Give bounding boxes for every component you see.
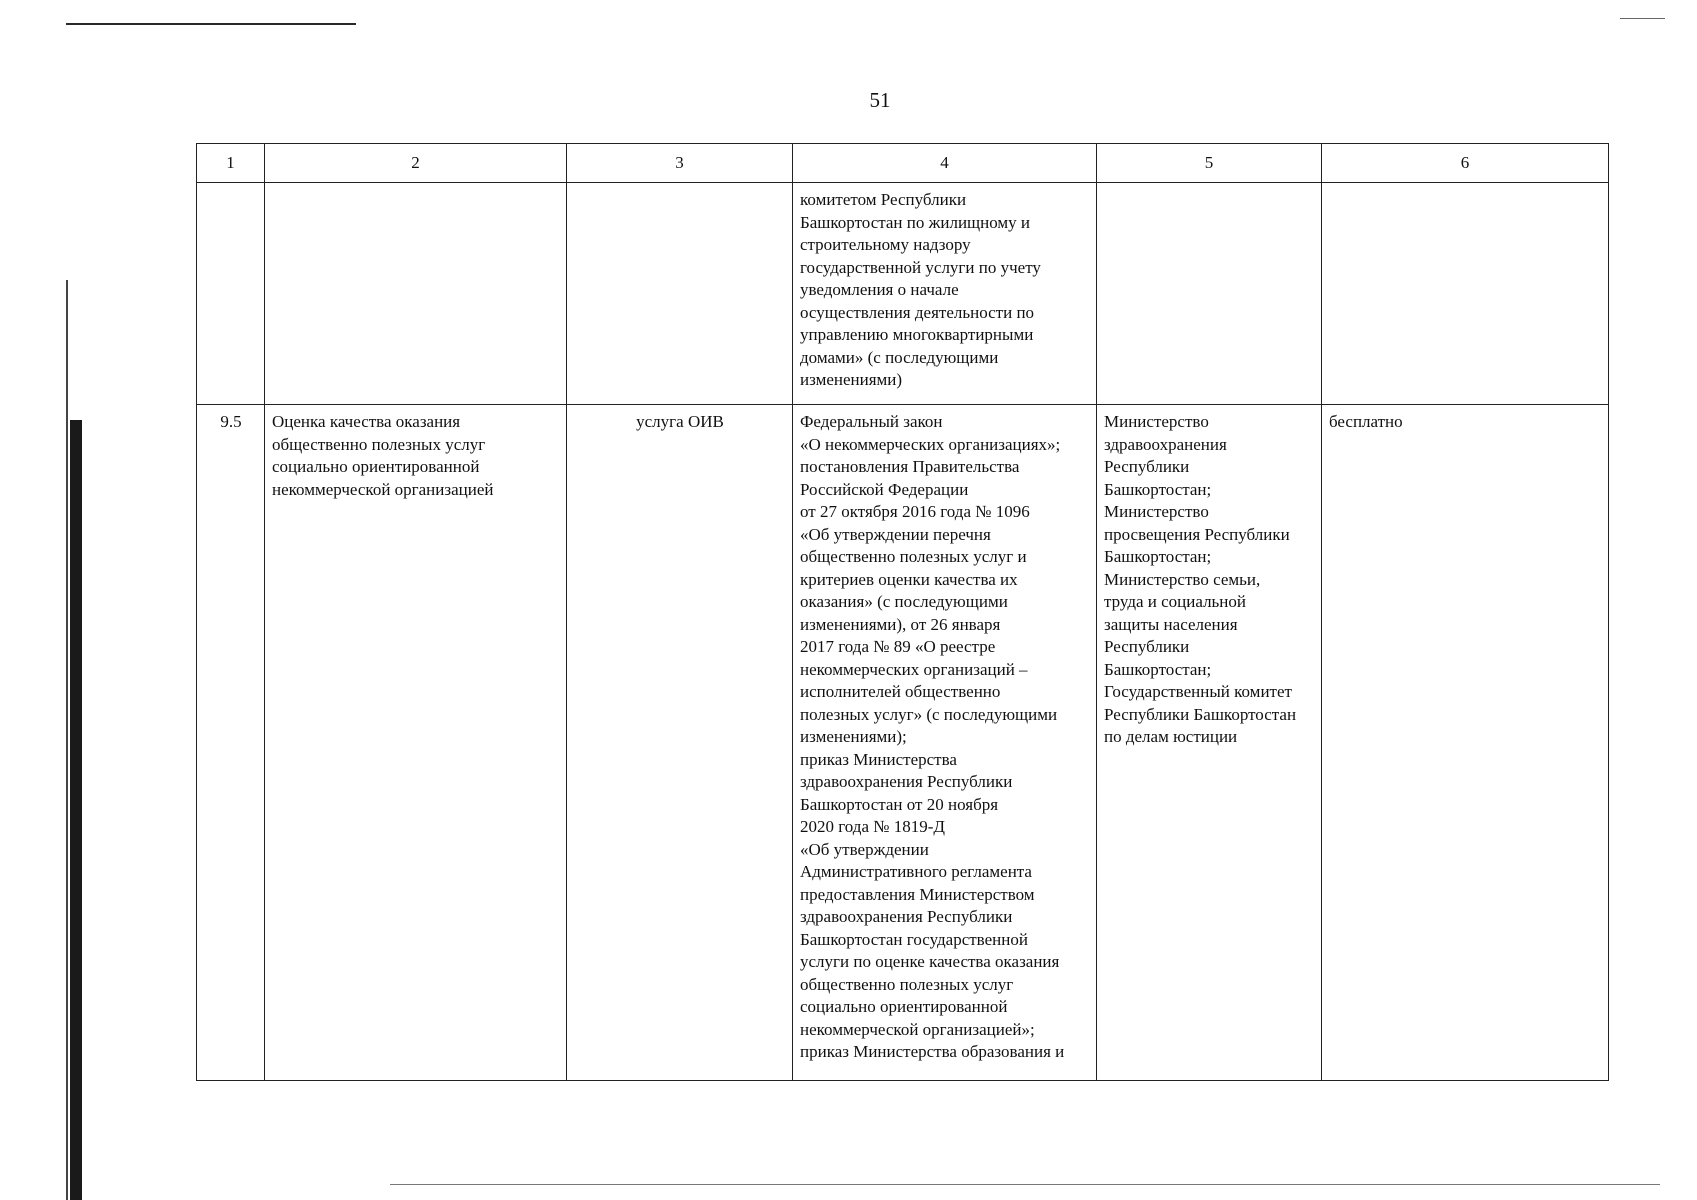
header-cell-5: 5 [1097, 144, 1322, 183]
header-cell-4: 4 [793, 144, 1097, 183]
left-margin-bar [70, 420, 82, 1200]
service-name-cell: Оценка качества оказания общественно полезных услуг социально ориентированной некоммерческой организацией [265, 405, 567, 1081]
cont-cell-name [265, 183, 567, 405]
row-number-cell: 9.5 [197, 405, 265, 1081]
authority-cell: Министерство здравоохранения Республики Башкортостан; Министерство просвещения Республики Башкортостан; Министерство семьи, труда и социальной защиты населения Республики Башкортостан; Государственный комитет Республики Башкортостан по делам юстиции [1097, 405, 1322, 1081]
table-row-continuation [197, 183, 1609, 405]
legal-basis-cell: Федеральный закон «О некоммерческих организациях»; постановления Правительства Российской Федерации от 27 октября 2016 года № 1096 «Об утверждении перечня общественно полезных услуг и критериев оценки качества их оказания» (с последующими изменениями), от 26 января 2017 года № 89 «О реестре некоммерческих организаций – исполнителей общественно полезных услуг» (с последующими изменениями); приказ Министерства здравоохранения Республики Башкортостан от 20 ноября 2020 года № 1819-Д «Об утверждении Административного регламента предоставления Министерством здравоохранения Республики Башкортостан государственной услуги по оценке качества оказания общественно полезных услуг социально ориентированной некоммерческой организацией»; приказ Министерства образования и [793, 405, 1097, 1081]
cont-cell-type [567, 183, 793, 405]
left-margin-line [66, 280, 68, 1200]
table-header-row [197, 144, 1609, 183]
header-cell-6: 6 [1322, 144, 1609, 183]
service-type-cell: услуга ОИВ [567, 405, 793, 1081]
table-row-9-5 [197, 405, 1609, 1081]
cont-cell-authority [1097, 183, 1322, 405]
page-number: 51 [869, 88, 891, 112]
cont-cell-legal-basis: комитетом Республики Башкортостан по жилищному и строительному надзору государственной услуги по учету уведомления о начале осуществления деятельности по управлению многоквартирными домами» (с последующими изменениями) [793, 183, 1097, 405]
cont-cell-number [197, 183, 265, 405]
cont-cell-fee [1322, 183, 1609, 405]
services-table [196, 143, 1609, 1081]
bottom-rule-line [390, 1184, 1660, 1185]
header-cell-3: 3 [567, 144, 793, 183]
top-right-mark [1620, 18, 1665, 19]
top-rule-line [66, 23, 356, 25]
fee-cell: бесплатно [1322, 405, 1609, 1081]
header-cell-1: 1 [197, 144, 265, 183]
header-cell-2: 2 [265, 144, 567, 183]
